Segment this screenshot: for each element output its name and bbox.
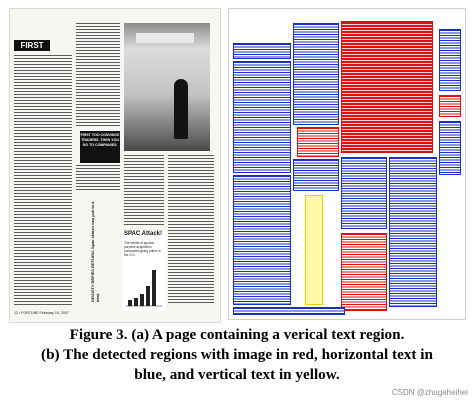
image-region bbox=[297, 127, 339, 157]
bar bbox=[140, 294, 144, 306]
text-column-2b bbox=[76, 165, 120, 191]
caption-line-3: blue, and vertical text in yellow. bbox=[134, 366, 340, 383]
text-column-1 bbox=[14, 55, 72, 307]
storefront-sign bbox=[136, 33, 194, 43]
text-column-4 bbox=[168, 155, 214, 305]
bar bbox=[128, 300, 132, 306]
horizontal-text-region bbox=[389, 157, 437, 307]
first-section-tag: FIRST bbox=[14, 40, 50, 51]
figure-caption bbox=[0, 325, 474, 385]
horizontal-text-region bbox=[293, 159, 339, 191]
sidebar-text: The rebirth of special-purpose acquisition companies going public in the U.S. bbox=[124, 241, 161, 257]
horizontal-text-region bbox=[439, 29, 461, 91]
sidebar-bar-chart bbox=[124, 264, 164, 308]
bar bbox=[134, 298, 138, 306]
bar bbox=[146, 286, 150, 306]
horizontal-text-region bbox=[233, 307, 345, 315]
caption-line-1: Figure 3. (a) A page containing a verical text region. bbox=[69, 326, 405, 343]
pull-quote-box: FIRST YOU CONVINCE TRADERS. THEN YOU GO TO COMPANIES. bbox=[80, 131, 120, 163]
image-region bbox=[341, 233, 387, 311]
text-column-2 bbox=[76, 23, 120, 127]
person-silhouette bbox=[174, 79, 188, 139]
image-region bbox=[439, 95, 461, 117]
watermark: CSDN @zhugeheihei bbox=[391, 388, 468, 397]
bar bbox=[152, 270, 156, 306]
magazine-page-image bbox=[9, 8, 221, 323]
horizontal-text-region bbox=[233, 43, 291, 59]
horizontal-text-region bbox=[233, 61, 291, 173]
page-footer: 12 • FORTUNE February 19, 2007 bbox=[14, 311, 69, 315]
caption-line-2: (b) The detected regions with image in red, horizontal text in bbox=[41, 346, 433, 363]
detection-result-image bbox=[228, 8, 466, 320]
vertical-text-region bbox=[305, 195, 323, 305]
horizontal-text-region bbox=[233, 175, 291, 305]
vertical-text-region: GRAVITY DEFIES RETURN. Spac stakes can pull in a deal. bbox=[90, 201, 100, 302]
sidebar-title: SPAC Attack! bbox=[124, 231, 163, 237]
horizontal-text-region bbox=[341, 157, 387, 229]
text-column-3 bbox=[124, 155, 164, 227]
horizontal-text-region bbox=[293, 23, 339, 125]
horizontal-text-region bbox=[439, 121, 461, 175]
image-region bbox=[341, 21, 433, 153]
